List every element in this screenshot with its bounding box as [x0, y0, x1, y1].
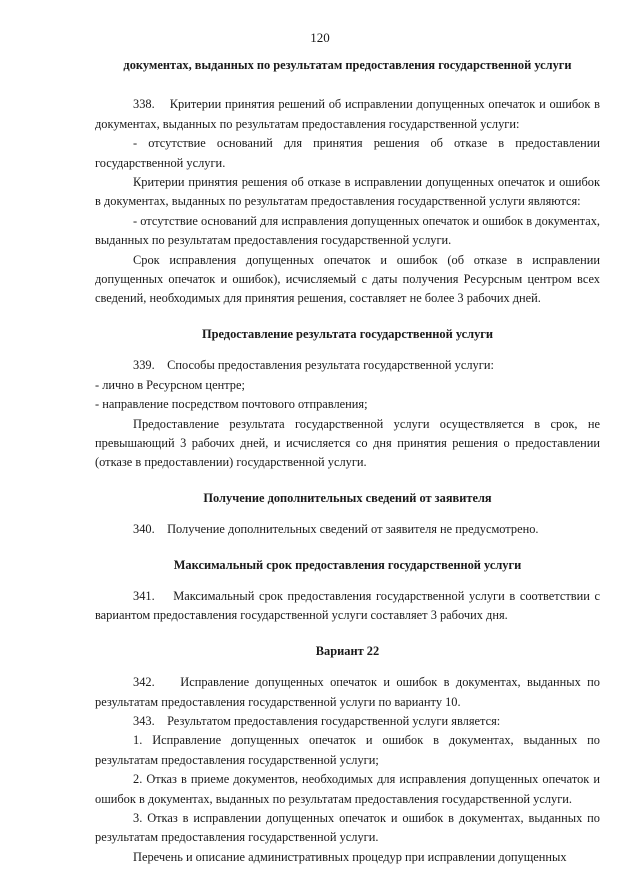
- list-item-by-post: - направление посредством почтового отправления;: [95, 397, 368, 412]
- paragraph-342: 342. Исправление допущенных опечаток и ошибок в документах, выданных по результатам предоставления государственной услуги по варианту 10.: [95, 675, 600, 709]
- list-item-correction-refusal: 3. Отказ в исправлении допущенных опечаток и ошибок в документах, выданных по результатам предоставления государственной услуги.: [95, 811, 600, 845]
- paragraph-341: 341. Максимальный срок предоставления государственной услуги в соответствии с вариантом предоставления государственной услуги составляет 3 рабочих дня.: [95, 588, 600, 623]
- top-heading: документах, выданных по результатам предоставления государственной услуги: [123, 58, 572, 72]
- section-heading-additional-info: Получение дополнительных сведений от заявителя: [203, 490, 492, 505]
- list-item-correction: 1. Исправление допущенных опечаток и ошибок в документах, выданных по результатам предоставления государственной услуги;: [95, 733, 600, 767]
- section-heading-max-term: Максимальный срок предоставления государственной услуги: [173, 557, 522, 572]
- list-item-document-refusal: 2. Отказ в приеме документов, необходимых для исправления допущенных опечаток и ошибок в документах, выданных по результатам предоставления государственной услуги.: [95, 772, 600, 806]
- section-heading-result: Предоставление результата государственной услуги: [201, 326, 494, 341]
- paragraph-correction-term: Срок исправления допущенных опечаток и ошибок (об отказе в исправлении допущенных опечаток и ошибок), исчисляемый с даты получения Ресурсным центром всех сведений, необходимых для принятия решения, составляет не более 3 рабочих дней.: [95, 252, 600, 306]
- page-number: 120: [310, 30, 330, 45]
- paragraph-343: 343. Результатом предоставления государственной услуги является:: [133, 713, 501, 728]
- paragraph-result-term: Предоставление результата государственной услуги осуществляется в срок, не превышающий 3 рабочих дней, и исчисляется со дня принятия решения о предоставлении (отказе в предоставлении) государственной услуги.: [95, 416, 600, 470]
- section-heading-variant: Вариант 22: [315, 643, 380, 658]
- document-body: [95, 56, 600, 867]
- paragraph-338-item: - отсутствие оснований для принятия решения об отказе в предоставлении государственной услуги.: [95, 136, 600, 170]
- paragraph-refusal-item: - отсутствие оснований для исправления допущенных опечаток и ошибок в документах, выданных по результатам предоставления государственной услуги.: [95, 213, 600, 248]
- paragraph-338: 338. Критерии принятия решений об исправлении допущенных опечаток и ошибок в документах, выданных по результатам предоставления государственной услуги:: [95, 97, 600, 131]
- paragraph-339: 339. Способы предоставления результата государственной услуги:: [133, 358, 494, 373]
- list-item-in-person: - лично в Ресурсном центре;: [95, 377, 245, 392]
- paragraph-procedures: Перечень и описание административных процедур при исправлении допущенных: [133, 849, 567, 864]
- paragraph-340: 340. Получение дополнительных сведений от заявителя не предусмотрено.: [133, 522, 539, 537]
- paragraph-refusal-criteria: Критерии принятия решения об отказе в исправлении допущенных опечаток и ошибок в документах, выданных по результатам предоставления государственной услуги являются:: [95, 175, 600, 209]
